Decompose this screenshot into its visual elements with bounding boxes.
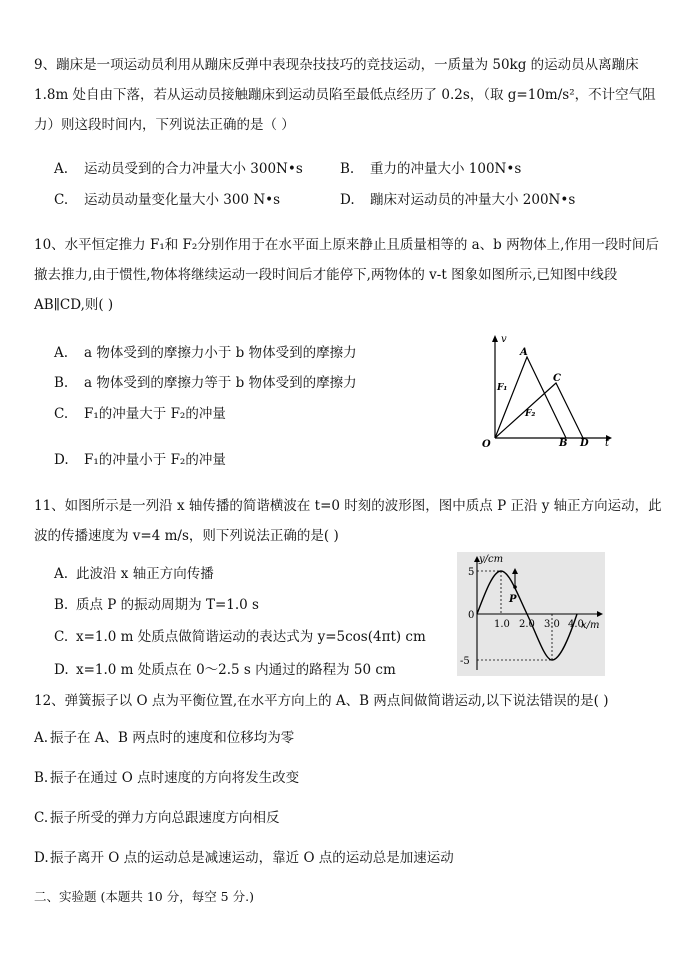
q10-option-b: B. a 物体受到的摩擦力等于 b 物体受到的摩擦力 (54, 375, 357, 391)
f2-label: F₂ (525, 409, 536, 419)
q11-option-d: D. x=1.0 m 处质点在 0～2.5 s 内通过的路程为 50 cm (54, 662, 396, 678)
x-tick-2: 2.0 (519, 619, 535, 630)
q9-option-b: B. 重力的冲量大小 100N•s (340, 161, 522, 177)
point-a-label: A (520, 347, 528, 358)
y-tick-neg5: -5 (460, 656, 470, 667)
line-b (495, 383, 583, 438)
line-a (495, 357, 566, 438)
question-11-stem: 11、如图所示是一列沿 x 轴传播的简谐横波在 t=0 时刻的波形图，图中质点 P 正沿 y 轴正方向运动，此波的传播速度为 v=4 m/s，则下列说法正确的是( ) (34, 498, 662, 544)
x-tick-3: 3.0 (544, 619, 560, 630)
q9-option-c: C. 运动员动量变化量大小 300 N•s (54, 192, 281, 208)
v-axis-arrow (492, 335, 498, 342)
t-axis-label: t (605, 438, 610, 448)
point-b-label: B (559, 438, 568, 448)
q11-option-a: A. 此波沿 x 轴正方向传播 (54, 566, 214, 582)
q9-option-d: D. 蹦床对运动员的冲量大小 200N•s (340, 192, 576, 208)
y-tick-0: 0 (468, 610, 475, 621)
wave-graph-figure (457, 552, 605, 676)
y-tick-5: 5 (468, 567, 475, 578)
q11-option-b: B. 质点 P 的振动周期为 T=1.0 s (54, 597, 259, 613)
point-d-label: D (580, 438, 589, 448)
x-tick-1: 1.0 (494, 619, 510, 630)
q12-option-d: D.振子离开 O 点的运动总是减速运动，靠近 O 点的运动总是加速运动 (34, 850, 454, 866)
question-12-stem: 12、弹簧振子以 O 点为平衡位置,在水平方向上的 A、B 两点间做简谐运动,以下说法错误的是( ) (34, 693, 609, 709)
q12-option-c: C. 振子所受的弹力方向总跟速度方向相反 (34, 810, 280, 826)
q9-option-a: A. 运动员受到的合力冲量大小 300N•s (54, 161, 303, 177)
q10-option-c: C. F₁的冲量大于 F₂的冲量 (54, 406, 226, 422)
question-10-stem: 10、水平恒定推力 F₁和 F₂分别作用于在水平面上原来静止且质量相等的 a、b 两物体上,作用一段时间后撤去推力,由于惯性,物体将继续运动一段时间后才能停下,两物体的 v-t 图象如图所示,已知图中线段 AB∥CD,则( ) (34, 237, 659, 313)
q12-option-a: A. 振子在 A、B 两点时的速度和位移均为零 (34, 730, 295, 746)
q10-option-a: A. a 物体受到的摩擦力小于 b 物体受到的摩擦力 (54, 345, 357, 361)
y-axis-label: y/cm (479, 554, 504, 565)
q10-option-d: D. F₁的冲量小于 F₂的冲量 (54, 452, 226, 468)
origin-label: O (482, 439, 491, 448)
question-9-stem: 9、蹦床是一项运动员利用从蹦床反弹中表现杂技技巧的竞技运动，一质量为 50kg 的运动员从离蹦床 1.8m 处自由下落，若从运动员接触蹦床到运动员陷至最低点经历了 0.2s，（取 g=10m/s²，不计空气阻力）则这段时间内，下列说法正确的是（ ） (34, 57, 656, 133)
v-axis-label: v (501, 334, 507, 345)
vt-graph-figure (478, 330, 613, 448)
point-p-label: P (509, 594, 517, 605)
q12-option-b: B. 振子在通过 O 点时速度的方向将发生改变 (34, 770, 300, 786)
f1-label: F₁ (497, 383, 508, 393)
point-c-label: C (553, 373, 561, 384)
x-tick-4: 4.0 (568, 619, 584, 630)
section-2-heading: 二、实验题 (本题共 10 分，每空 5 分.) (34, 889, 254, 904)
x-axis-label: x/m (581, 620, 600, 631)
q11-option-c: C. x=1.0 m 处质点做简谐运动的表达式为 y=5cos(4πt) cm (54, 629, 426, 645)
